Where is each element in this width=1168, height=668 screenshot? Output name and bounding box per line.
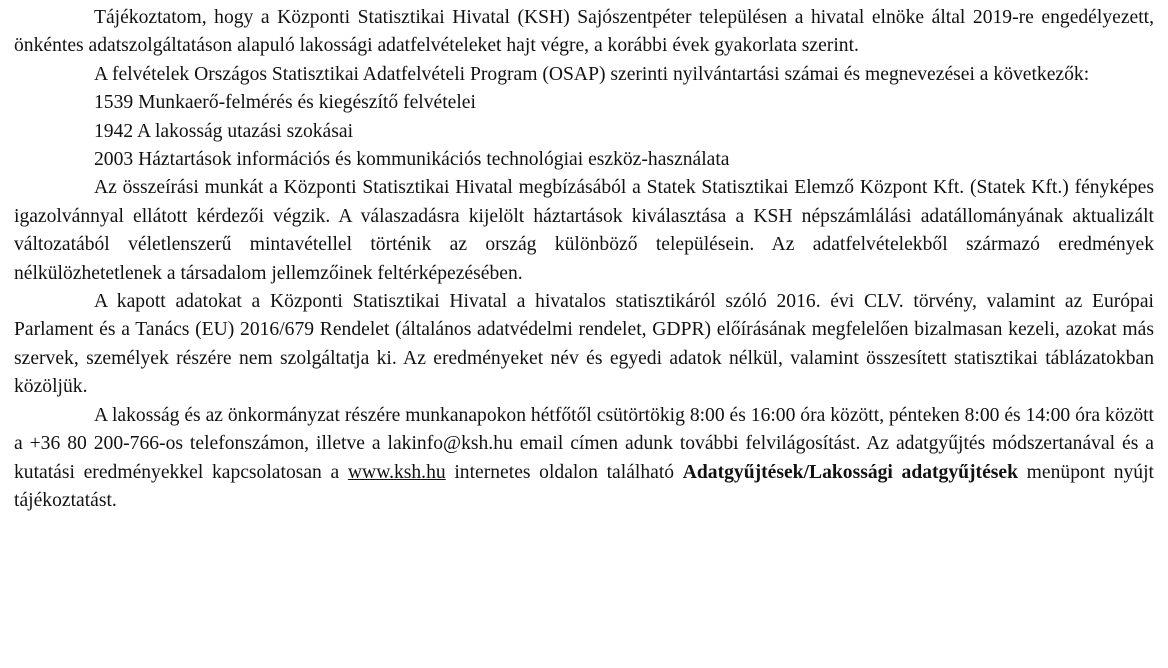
contact-text: A lakosság és az önkormányzat részére munkanapokon hétfőtől csütörtökig 8:00 és 16:00 óra között, pénteken 8:00 és 14:00 óra között a +36 80 200-766-os telefonszámon, illetve a lakinfo@ksh.hu email címen adunk további felvilágosítást. Az adatgyűjtés módszertanával és a kutatási eredményekkel kapcsolatosan a	[14, 404, 1154, 483]
paragraph-intro: Tájékoztatom, hogy a Központi Statisztikai Hivatal (KSH) Sajószentpéter településen a hivatal elnöke által 2019-re engedélyezett, önkéntes adatszolgáltatáson alapuló lakossági adatfelvételeket hajt végre, a korábbi évek gyakorlata szerint.	[14, 7, 1154, 57]
paragraph-survey-work: Az összeírási munkát a Központi Statisztikai Hivatal megbízásából a Statek Statisztikai Elemző Központ Kft. (Statek Kft.) fényképes igazolvánnyal ellátott kérdezői végzik. A válaszadásra kijelölt háztartások kiválasztása a KSH népszámlálási adatállományának aktualizált változatából véletlenszerű mintavétellel történik az ország különböző településein. Az adatfelvételekből származó eredmények nélkülözhetetlenek a társadalom jellemzőinek feltérképezésében.	[14, 177, 1154, 284]
list-item-1942: 1942 A lakosság utazási szokásai	[94, 120, 354, 142]
menu-path-label: Adatgyűjtések/Lakossági adatgyűjtések	[682, 461, 1019, 483]
list-item-1539: 1539 Munkaerő-felmérés és kiegészítő felvételei	[94, 92, 476, 114]
document-body	[14, 4, 1154, 515]
contact-text-end: menüpont nyújt tájékoztatást.	[14, 461, 1154, 511]
paragraph-osap: A felvételek Országos Statisztikai Adatfelvételi Program (OSAP) szerinti nyilvántartási számai és megnevezései a következők:	[94, 63, 1090, 85]
paragraph-contact	[14, 402, 1154, 516]
contact-text-middle: internetes oldalon található	[445, 461, 683, 483]
ksh-website-link[interactable]: www.ksh.hu	[347, 461, 446, 483]
list-item-2003: 2003 Háztartások információs és kommunikációs technológiai eszköz-használata	[94, 149, 730, 171]
paragraph-data-protection: A kapott adatokat a Központi Statisztikai Hivatal a hivatalos statisztikáról szóló 2016. évi CLV. törvény, valamint az Európai Parlament és a Tanács (EU) 2016/679 Rendelet (általános adatvédelmi rendelet, GDPR) előírásának megfelelően bizalmasan kezeli, azokat más szervek, személyek részére nem szolgáltatja ki. Az eredményeket név és egyedi adatok nélkül, valamint összesített statisztikai táblázatokban közöljük.	[14, 291, 1154, 398]
